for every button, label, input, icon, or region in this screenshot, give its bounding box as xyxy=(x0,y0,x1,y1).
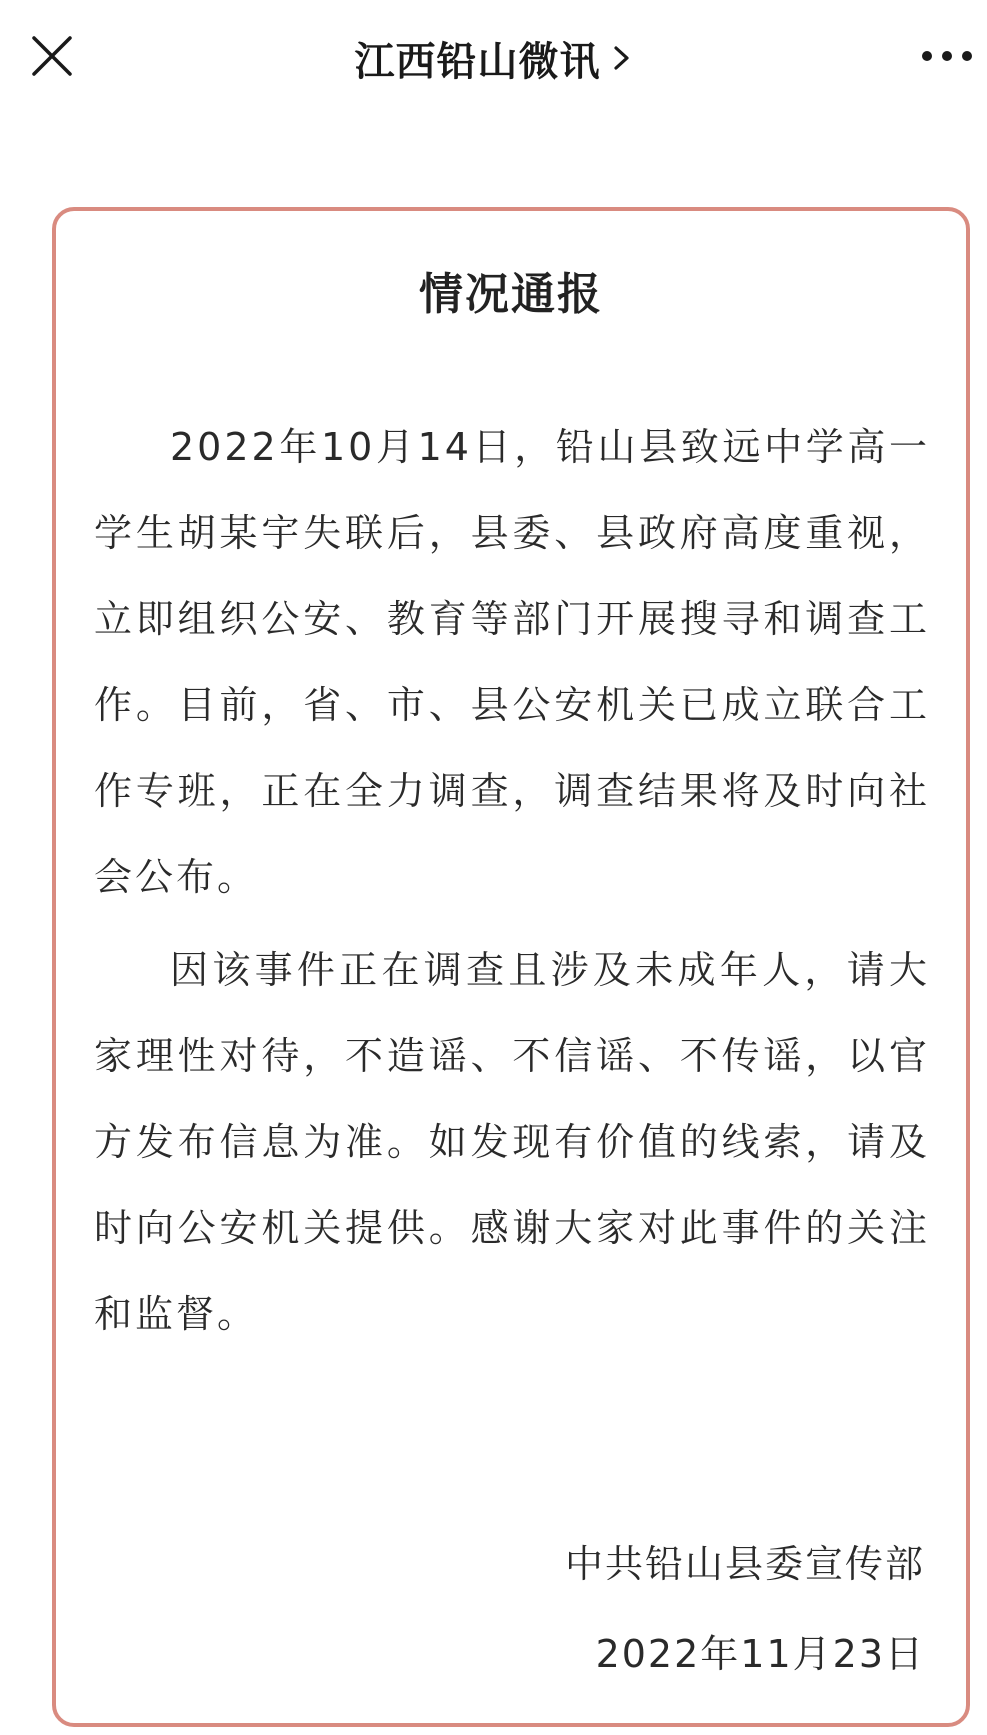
more-button[interactable] xyxy=(917,36,977,76)
close-icon xyxy=(28,32,76,80)
account-name-link[interactable] xyxy=(355,30,633,87)
more-icon xyxy=(917,36,977,76)
account-name: 江西铅山微讯 xyxy=(354,38,601,85)
notice-paragraph-1: 2022年10月14日，铅山县致远中学高一学生胡某宇失联后，县委、县政府高度重视，立即组织公安、教育等部门开展搜寻和调查工作。目前，省、市、县公安机关已成立联合工作专班，正在全力调查，调查结果将及时向社会公布。 xyxy=(94,425,930,899)
close-button[interactable] xyxy=(28,32,76,80)
top-bar xyxy=(0,0,987,116)
signature-org: 中共铅山县委宣传部 xyxy=(564,1542,925,1586)
notice-title: 情况通报 xyxy=(419,269,603,320)
signature-date: 2022年11月23日 xyxy=(595,1632,925,1676)
notice-paragraph-2: 因该事件正在调查且涉及未成年人，请大家理性对待，不造谣、不信谣、不传谣，以官方发布信息为准。如发现有价值的线索，请及时向公安机关提供。感谢大家对此事件的关注和监督。 xyxy=(94,948,930,1336)
chevron-right-icon xyxy=(611,44,633,72)
